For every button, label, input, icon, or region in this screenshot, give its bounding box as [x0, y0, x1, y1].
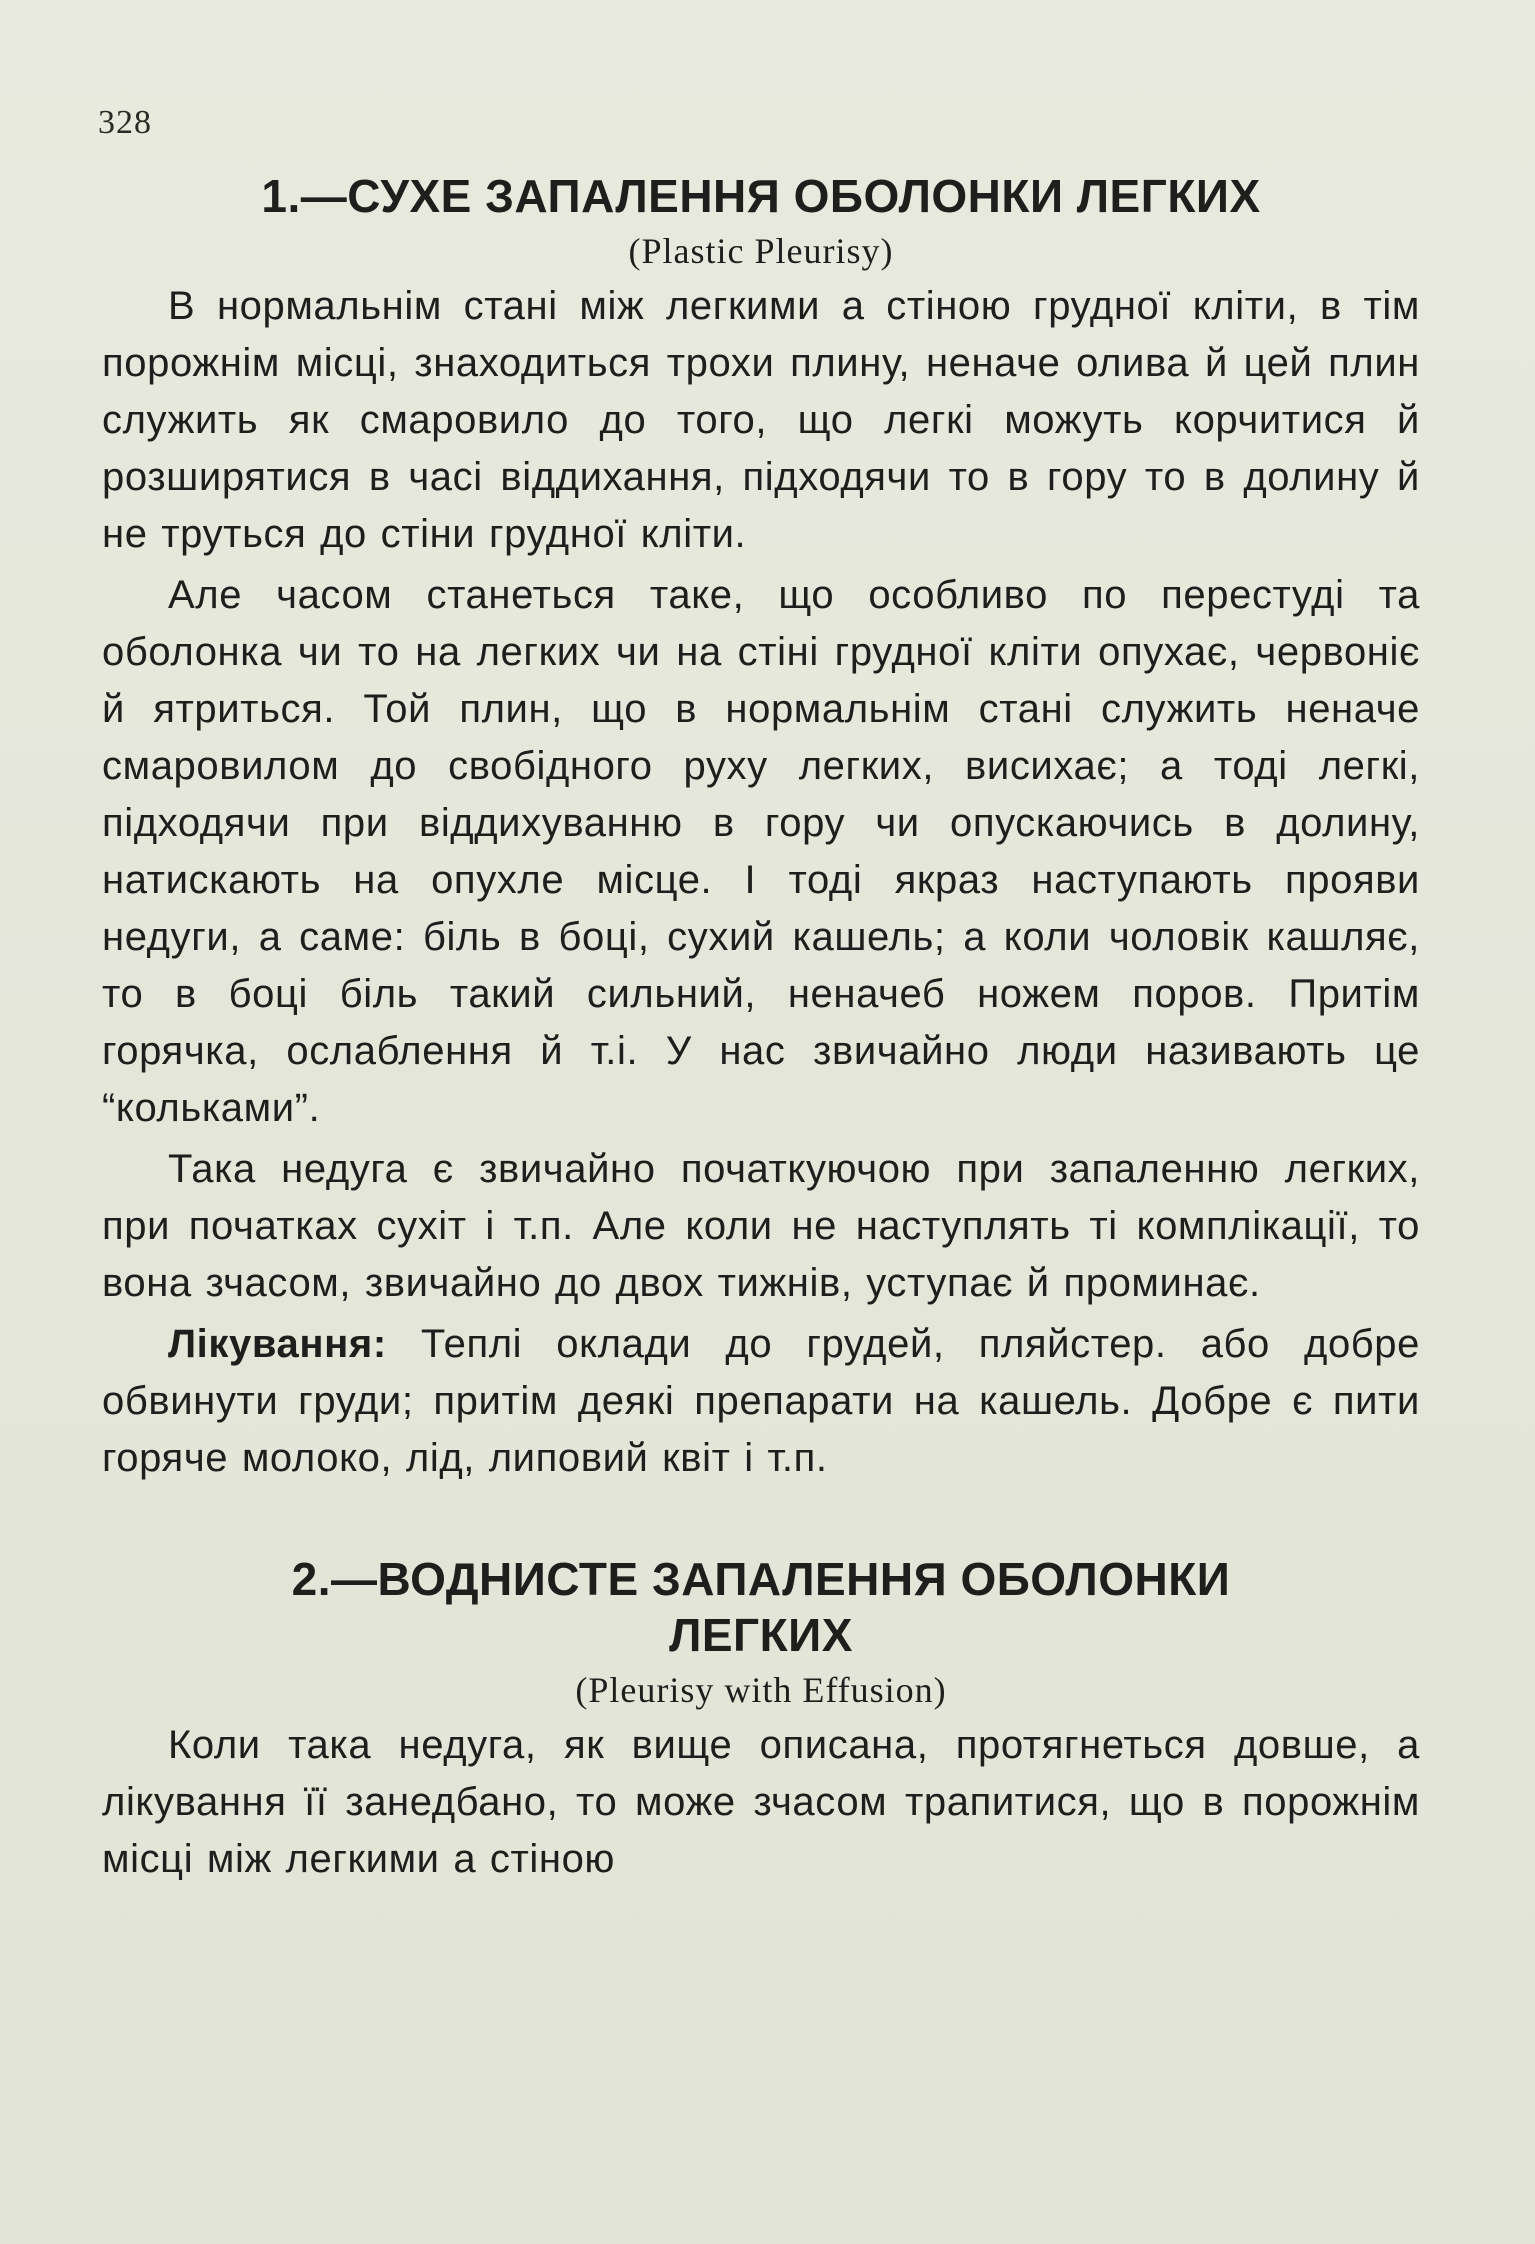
treatment-text: Теплі оклади до грудей, пляйстер. або добре обвинути груди; притім деякі препарати на кашель. Добре є пити горяче молоко, лід, липовий квіт і т.п.: [102, 1322, 1420, 1480]
section-1-paragraph: Але часом станеться таке, що особливо по перестуді та оболонка чи то на легких чи на стіні грудної кліти опухає, червоніє й ятриться. Той плин, що в нормальнім стані служить неначе смаровилом до свобідного руху легких, висихає; а тоді легкі, підходячи при віддихуванню в гору чи опускаючись в долину, натискають на опухле місце. І тоді якраз наступають прояви недуги, а саме: біль в боці, сухий кашель; а коли чоловік кашляє, то в боці біль такий сильний, неначеб ножем поров. Притім горячка, ослаблення й т.і. У нас звичайно люди називають це “кольками”.: [102, 573, 1420, 1130]
section-1-paragraph: В нормальнім стані між легкими а стіною грудної кліти, в тім порожнім місці, знаходиться трохи плину, неначе олива й цей плин служить як смаровило до того, що легкі можуть корчитися й розширятися в часі віддихання, підходячи то в гору то в долину й не труться до стіни грудної кліти.: [102, 284, 1420, 556]
section-2-title-line-2: ЛЕГКИХ: [669, 1609, 853, 1661]
page-number: 328: [98, 104, 152, 141]
section-1-subtitle: (Plastic Pleurisy): [628, 231, 894, 271]
section-2-title-line-1: 2.—ВОДНИСТЕ ЗАПАЛЕННЯ ОБОЛОНКИ: [291, 1553, 1231, 1605]
section-2-title: [102, 1551, 1420, 1663]
section-1-title: 1.—СУХЕ ЗАПАЛЕННЯ ОБОЛОНКИ ЛЕГКИХ: [261, 170, 1261, 222]
section-1-paragraph: Така недуга є звичайно початкуючою при запаленню легких, при початках сухіт і т.п. Але коли не наступлять ті комплікації, то вона зчасом, звичайно до двох тижнів, уступає й проминає.: [102, 1147, 1420, 1305]
section-2-subtitle: (Pleurisy with Effusion): [575, 1670, 947, 1710]
treatment-paragraph: [102, 1316, 1420, 1487]
treatment-label: Лікування:: [168, 1322, 387, 1366]
section-2: [102, 1551, 1420, 1888]
section-2-paragraph: Коли така недуга, як вище описана, протягнеться довше, а лікування її занедбано, то може зчасом трапитися, що в порожнім місці між легкими а стіною: [102, 1723, 1420, 1881]
text-column: [102, 168, 1420, 1892]
